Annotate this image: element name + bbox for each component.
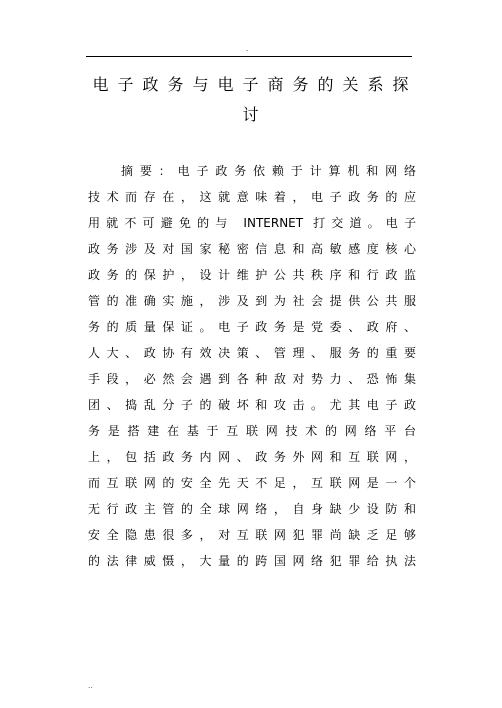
body-line-16: 的法律威慑，大量的跨国网络犯罪给执法 <box>88 554 416 568</box>
body-line-4: 政务涉及对国家秘密信息和高敏感度核心 <box>88 242 416 256</box>
header-mark: . <box>246 45 249 53</box>
body-line-10: 团、捣乱分子的破坏和攻击。尤其电子政 <box>88 398 416 412</box>
body-line-2: 技术而存在，这就意味着，电子政务的应 <box>88 190 416 204</box>
body-line-3: 用就不可避免的与 INTERNET 打交道。电子 <box>88 216 416 230</box>
body-line-6: 管的准确实施，涉及到为社会提供公共服 <box>88 294 416 308</box>
body-line-13: 而互联网的安全先天不足，互联网是一个 <box>88 476 416 490</box>
document-title-line-2: 讨 <box>242 105 268 124</box>
body-line-14: 无行政主管的全球网络，自身缺少设防和 <box>88 502 416 516</box>
body-line-9: 手段，必然会遇到各种敌对势力、恐怖集 <box>88 372 416 386</box>
body-line-15: 安全隐患很多，对互联网犯罪尚缺乏足够 <box>88 528 416 542</box>
body-line-11: 务是搭建在基于互联网技术的网络平台 <box>88 424 416 438</box>
document-title-line-1: 电子政务与电子商务的关系探 <box>92 75 418 94</box>
body-line-1: 摘要：电子政务依赖于计算机和网络 <box>121 164 416 178</box>
body-line-5: 政务的保护，设计维护公共秩序和行政监 <box>88 268 416 282</box>
body-line-7: 务的质量保证。电子政务是党委、政府、 <box>88 320 416 334</box>
body-line-8: 人大、政协有效决策、管理、服务的重要 <box>88 346 416 360</box>
footer-mark: .. <box>88 682 93 690</box>
body-line-12: 上，包括政务内网、政务外网和互联网， <box>88 450 416 464</box>
header-rule <box>86 56 412 57</box>
